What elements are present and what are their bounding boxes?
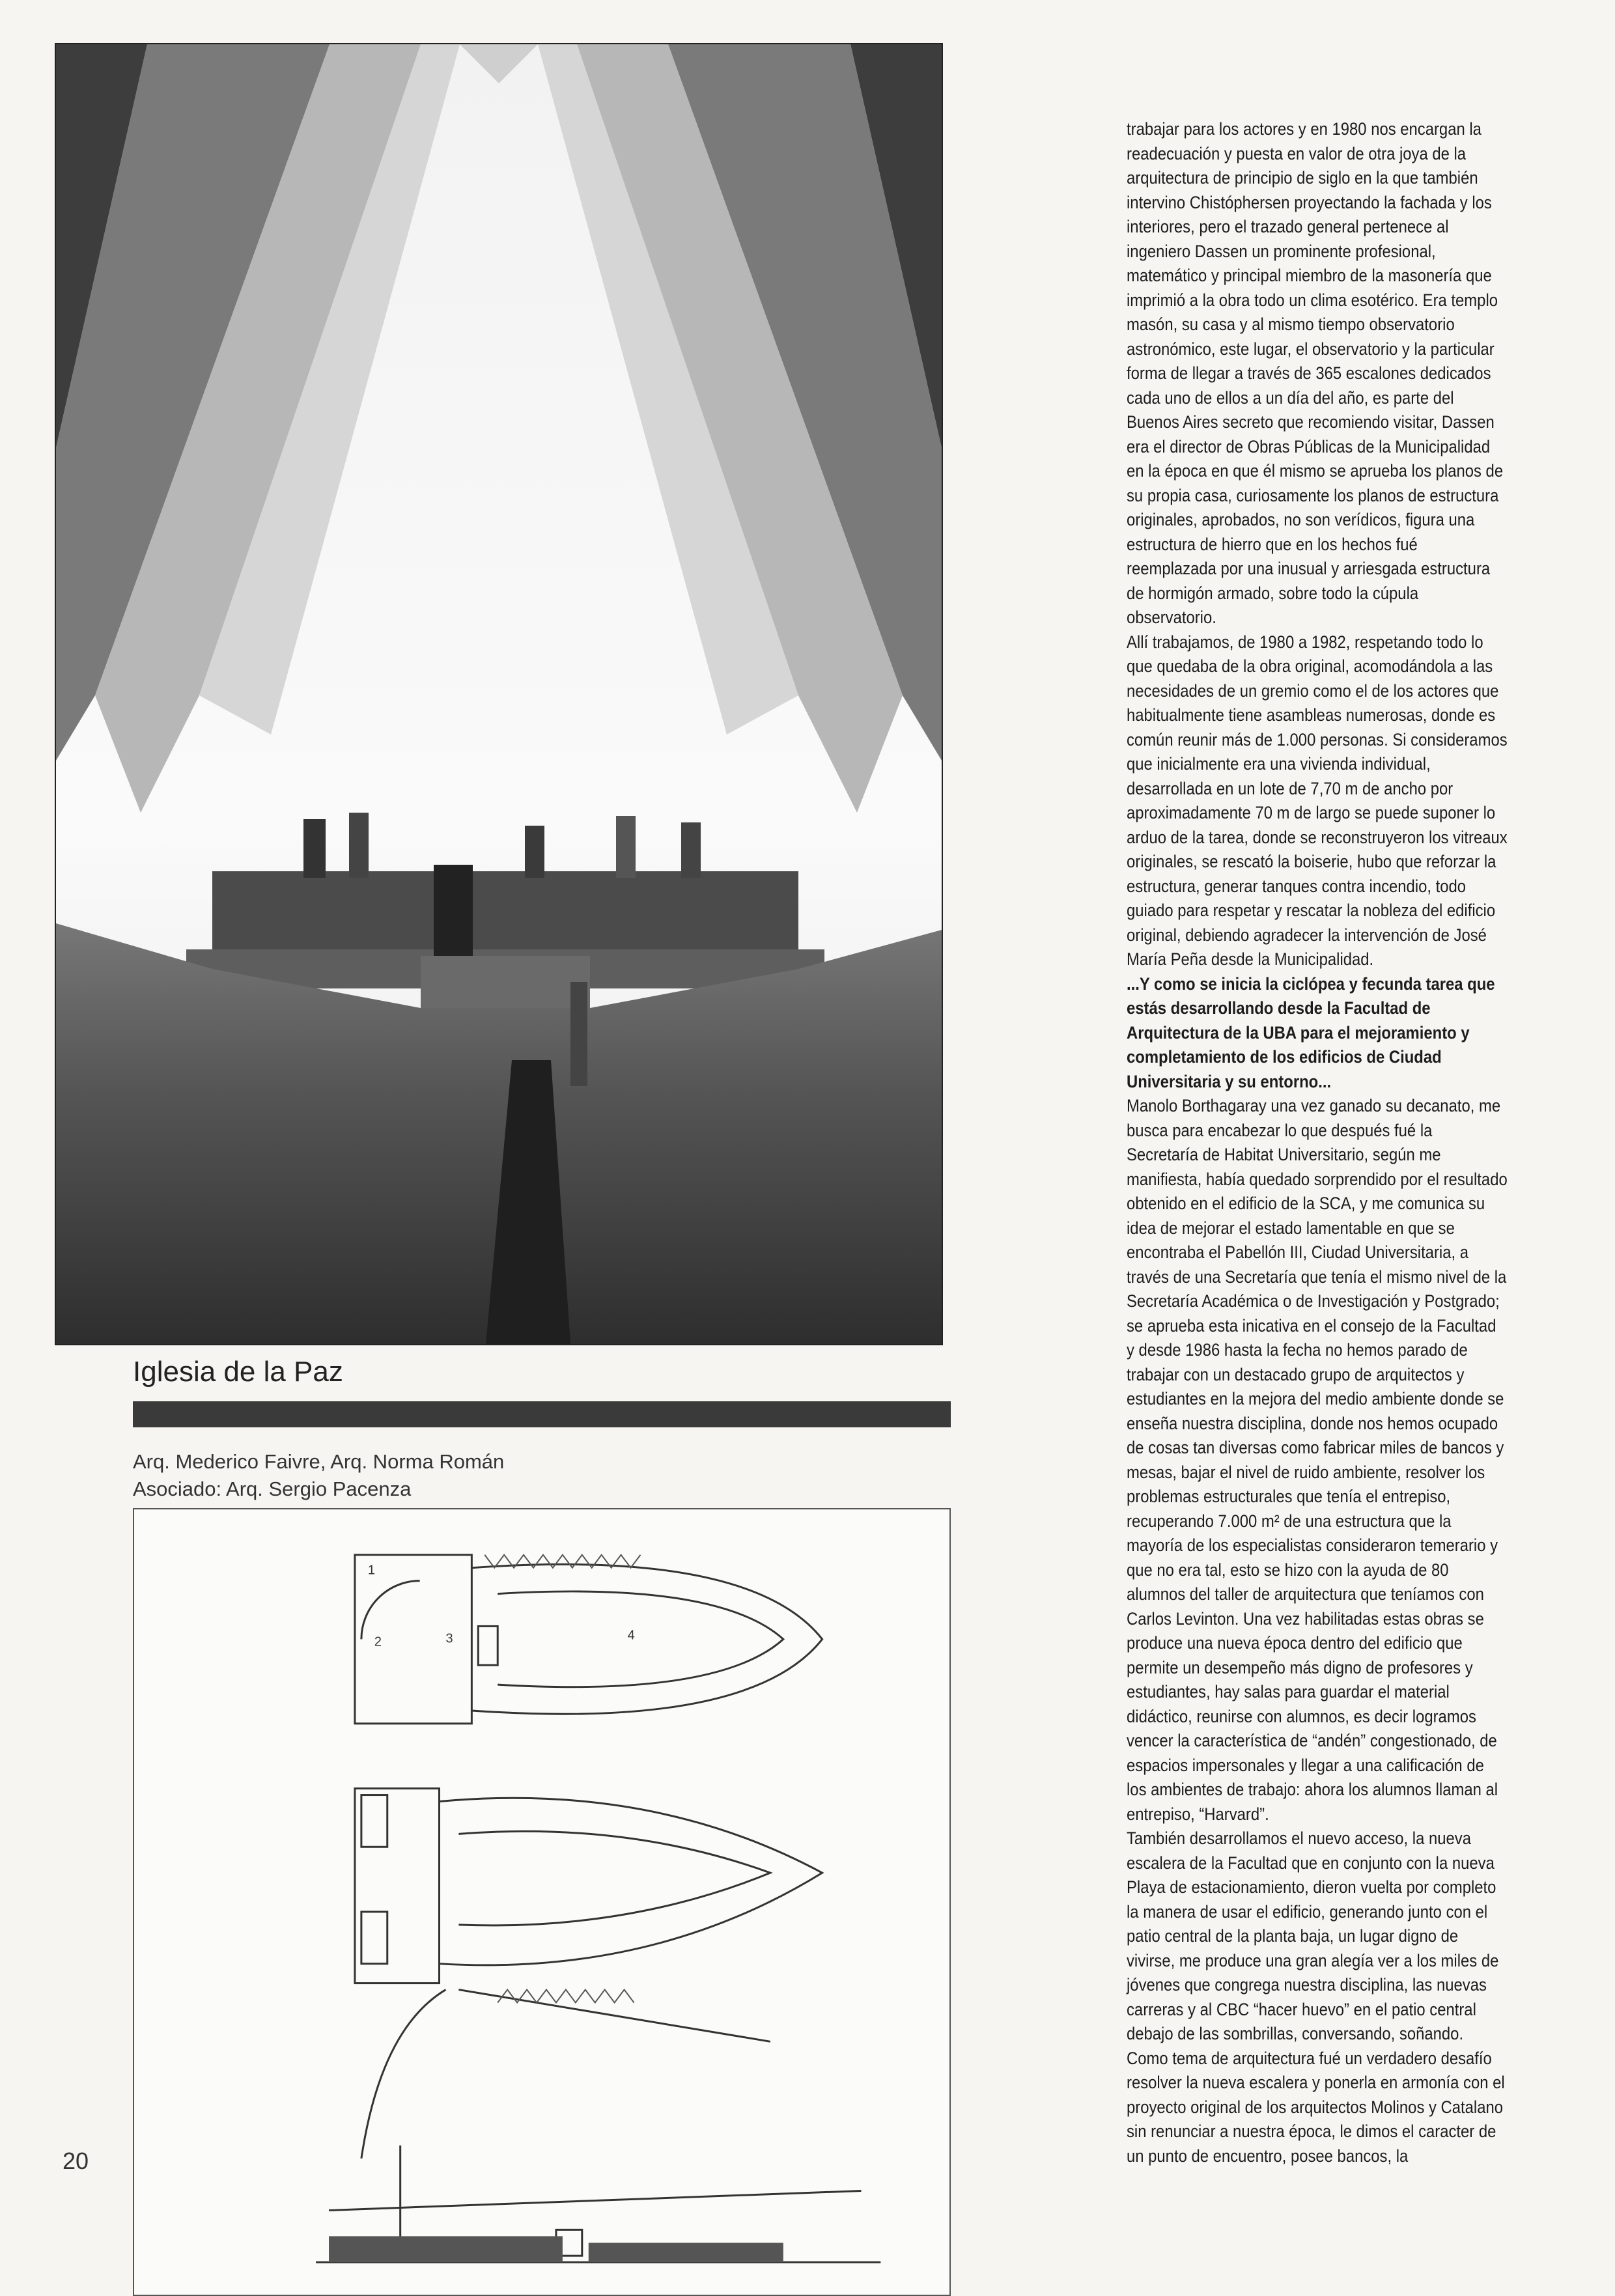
photo-credits — [133, 1448, 504, 1503]
photo-drawing — [56, 44, 942, 1344]
architectural-plans-drawing — [133, 1508, 951, 2296]
plan-label-3: 3 — [445, 1631, 453, 1646]
plan-label-4: 4 — [627, 1628, 635, 1643]
caption-divider-bar — [133, 1401, 951, 1427]
page-number: 20 — [63, 2148, 89, 2174]
article-paragraph-3: Manolo Borthagaray una vez ganado su decanato, me busca para encabezar lo que después fué la Secretaría de Habitat Universitario, según me manifiesta, había quedado sorprendido por el resultado obtenido en el edificio de la SCA, y me comunica su idea de mejorar el estado lamentable en que se encontraba el Pabellón III, Ciudad Universitaria, a través de una Secretaría que tenía el mismo nivel de la Secretaría Académica o de Investigación y Postgrado; se aprueba esta inicativa en el consejo de la Facultad y desde 1986 hasta la fecha no hemos parado de trabajar con un destacado grupo de arquitectos y estudiantes en la mejora del medio ambiente donde se enseña nuestra disciplina, donde nos hemos ocupado de cosas tan diversas como fabricar miles de bancos y mesas, bajar el nivel de ruido ambiente, resolver los problemas estructurales que tenía el entrepiso, recuperando 7.000 m² de una estructura que la mayoría de los especialistas consideraron temerario y que no era tal, esto se hizo con la ayuda de 80 alumnos del taller de arquitectura que teníamos con Carlos Levinton. Una vez habilitadas estas obras se produce una nueva época dentro del edificio que permite un desempeño más digno de profesores y estudiantes, hay salas para guardar el material didáctico, reunirse con alumnos, es decir logramos vencer la característica de “andén” congestionado, de espacios impersonales y llegar a una calificación de los ambientes de trabajo: ahora los alumnos llaman al entrepiso, “Harvard”. — [1127, 1096, 1508, 1824]
plan-label-1: 1 — [367, 1563, 375, 1578]
article-paragraph-4: También desarrollamos el nuevo acceso, la nueva escalera de la Facultad que en conjunto con la nueva Playa de estacionamiento, dieron vuelta por completo la manera de usar el edificio, generando junto con el patio central de la planta baja, un lugar digno de vivirse, me produce una gran alegía ver a los miles de jóvenes que congrega nuestra disciplina, las nuevas carreras y al CBC “hacer huevo” en el patio central debajo de las sombrillas, conversando, soñando. — [1127, 1828, 1499, 2043]
plan-label-2: 2 — [374, 1634, 382, 1649]
article-paragraph-2: Allí trabajamos, de 1980 a 1982, respetando todo lo que quedaba de la obra original, acomodándola a las necesidades de un gremio como el de los actores que habitualmente tiene asambleas numerosas, donde es común reunir más de 1.000 personas. Si consideramos que inicialmente era una vivienda individual, desarrollada en un lote de 7,70 m de ancho por aproximadamente 70 m de largo se puede suponer lo arduo de la tarea, donde se reconstruyeron los vitreaux originales, se rescató la boiserie, hubo que reforzar la estructura, generar tanques contra incendio, todo guiado para respetar y rescatar la nobleza del edificio original, debiendo agradecer la intervención de José María Peña desde la Municipalidad. — [1127, 632, 1508, 969]
photo-caption-title: Iglesia de la Paz — [133, 1356, 343, 1388]
credits-associate: Asociado: Arq. Sergio Pacenza — [133, 1477, 412, 1500]
church-interior-photo — [55, 43, 943, 1345]
article-paragraph-1: trabajar para los actores y en 1980 nos encargan la readecuación y puesta en valor de otra joya de la arquitectura de principio de siglo en la que también intervino Chistóphersen proyectando la fachada y los interiores, pero el trazado general pertenece al ingeniero Dassen un prominente profesional, matemático y principal miembro de la masonería que imprimió a la obra todo un clima esotérico. Era templo masón, su casa y al mismo tiempo observatorio astronómico, este lugar, el observatorio y la particular forma de llegar a través de 365 escalones dedicados cada uno de ellos a un día del año, es parte del Buenos Aires secreto que recomiendo visitar, Dassen era el director de Obras Públicas de la Municipalidad en la época en que él mismo se aprueba los planos de su propia casa, curiosamente los planos de estructura originales, aprobados, no son verídicos, figura una estructura de hierro que en los hechos fué reemplazada por una inusual y arriesgada estructura de hormigón armado, sobre todo la cúpula observatorio. — [1127, 119, 1504, 627]
article-text-column — [1127, 117, 1508, 2168]
article-paragraph-5: Como tema de arquitectura fué un verdadero desafío resolver la nueva escalera y ponerla en armonía con el proyecto original de los arquitectos Molinos y Catalano sin renunciar a nuestra época, le dimos el caracter de un punto de encuentro, posee bancos, la — [1127, 2048, 1505, 2166]
plans-svg — [134, 1509, 949, 2295]
interview-question: ...Y como se inicia la ciclópea y fecunda tarea que estás desarrollando desde la Facultad de Arquitectura de la UBA para el mejoramiento y completamiento de los edificios de Ciudad Universitaria y su entorno... — [1127, 973, 1495, 1091]
credits-architects: Arq. Mederico Faivre, Arq. Norma Román — [133, 1450, 505, 1473]
